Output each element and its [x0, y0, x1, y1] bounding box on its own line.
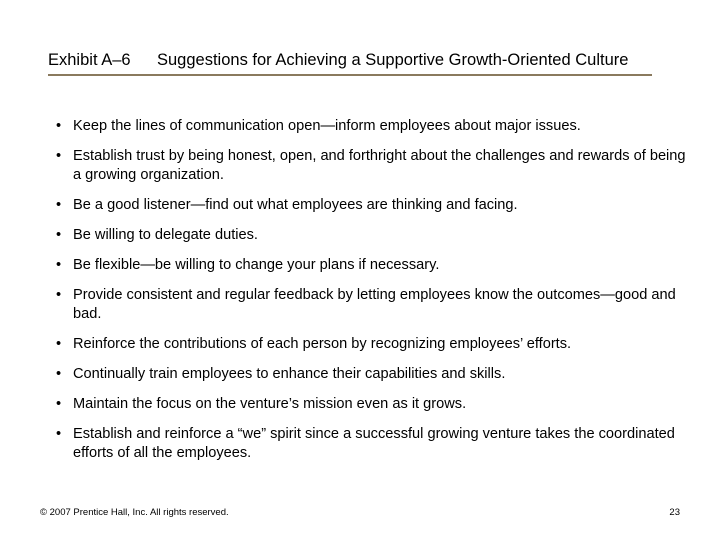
bullet-item: [56, 226, 686, 245]
bullet-item: [56, 365, 686, 384]
bullet-text: Be flexible—be willing to change your plans if necessary.: [73, 257, 440, 273]
bullet-item: [56, 395, 686, 414]
bullet-glyph: •: [56, 366, 62, 382]
bullet-text: Establish and reinforce a “we” spirit since a successful growing venture takes the coordinated efforts of all the employees.: [73, 426, 675, 461]
bullet-glyph: •: [56, 148, 62, 164]
bullet-item: [56, 335, 686, 354]
bullet-text: Provide consistent and regular feedback by letting employees know the outcomes—good and bad.: [73, 287, 676, 322]
bullet-glyph: •: [56, 336, 62, 352]
title-row: [48, 50, 660, 70]
bullet-text: Keep the lines of communication open—inform employees about major issues.: [73, 118, 581, 134]
slide-title: Suggestions for Achieving a Supportive Growth-Oriented Culture: [157, 51, 629, 69]
bullet-glyph: •: [56, 426, 62, 442]
bullet-text: Establish trust by being honest, open, and forthright about the challenges and rewards of being a growing organization.: [73, 148, 686, 183]
bullet-text: Maintain the focus on the venture’s mission even as it grows.: [73, 396, 467, 412]
exhibit-label: Exhibit A–6: [48, 51, 131, 69]
bullet-item: [56, 425, 686, 463]
bullet-item: [56, 286, 686, 324]
title-divider: [48, 74, 652, 76]
bullet-glyph: •: [56, 118, 62, 134]
bullet-glyph: •: [56, 396, 62, 412]
bullet-item: [56, 196, 686, 215]
bullet-text: Be willing to delegate duties.: [73, 227, 258, 243]
bullet-glyph: •: [56, 257, 62, 273]
bullet-glyph: •: [56, 287, 62, 303]
slide-header: [48, 50, 660, 76]
bullet-item: [56, 256, 686, 275]
bullet-glyph: •: [56, 227, 62, 243]
footer-copyright: © 2007 Prentice Hall, Inc. All rights reserved.: [40, 507, 229, 518]
bullet-text: Continually train employees to enhance their capabilities and skills.: [73, 366, 506, 382]
page-number: 23: [669, 507, 680, 518]
bullet-item: [56, 147, 686, 185]
bullet-item: [56, 117, 686, 136]
bullet-text: Be a good listener—find out what employees are thinking and facing.: [73, 197, 518, 213]
bullet-glyph: •: [56, 197, 62, 213]
bullet-list: [56, 117, 686, 474]
bullet-text: Reinforce the contributions of each person by recognizing employees’ efforts.: [73, 336, 572, 352]
